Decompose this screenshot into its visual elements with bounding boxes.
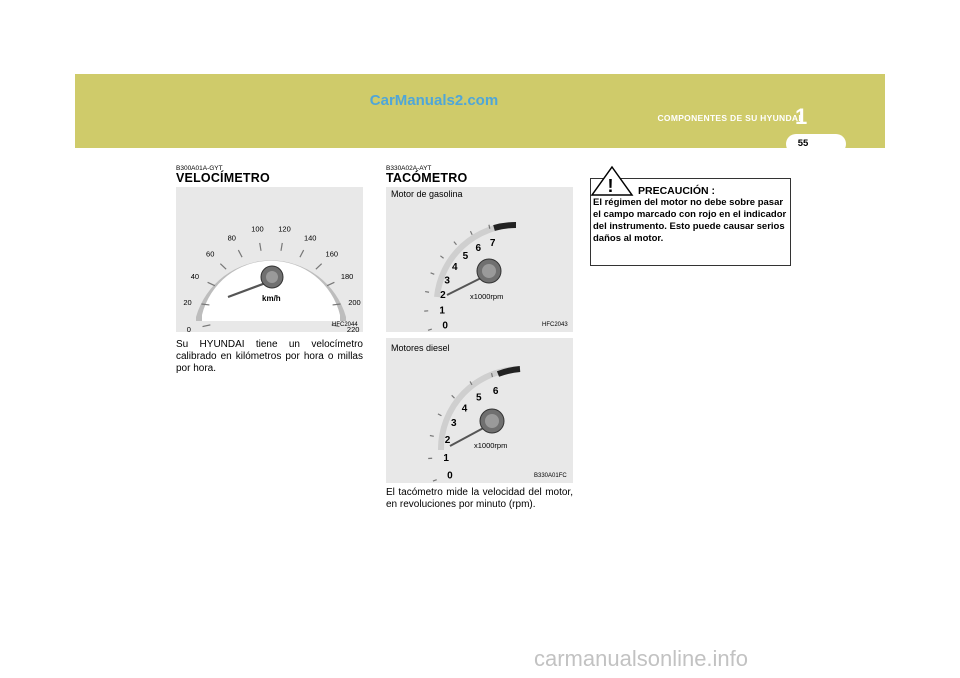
speedometer-code: B300A01A-GYT [176,165,223,172]
gasoline-label: Motor de gasolina [391,189,463,199]
gauge-tick [208,282,215,285]
gauge-tick-label: 2 [444,434,451,446]
svg-text:!: ! [607,176,614,196]
chapter-number: 1 [795,104,808,129]
diesel-unit: x1000rpm [474,441,508,450]
gauge-tick [281,243,282,251]
gauge-tick-label: 6 [492,386,499,398]
gauge-tick [327,282,334,285]
gauge-tick [489,225,490,229]
speedometer-heading: VELOCÍMETRO [176,171,270,185]
gauge-tick [430,435,434,436]
tachometer-description: El tacómetro mide la velocidad del motor, en revoluciones por minuto (rpm). [386,487,573,510]
gauge-tick-label: 120 [278,224,291,234]
gauge-tick-label: 40 [190,272,200,282]
gauge-tick-label: 0 [442,320,448,332]
caution-title: PRECAUCIÓN : [638,185,716,197]
site-link[interactable]: CarManuals2.com [369,92,499,109]
gauge-tick-label: 200 [348,298,361,308]
gauge-tick-label: 7 [489,237,496,249]
gauge-tick [203,325,211,327]
gauge-tick [438,414,442,416]
gauge-tick-label: 1 [439,305,445,317]
gauge-tick-label: 5 [476,392,482,404]
diesel-tachometer-figure [386,338,573,483]
gauge-tick [470,231,472,235]
gauge-tick [428,329,432,330]
gauge-tick-label: 3 [444,275,450,287]
gauge-tick-label: 2 [440,290,446,302]
gasoline-figure-code: HFC2043 [542,322,568,328]
gasoline-tachometer-gauge [386,187,573,332]
gauge-tick-label: 80 [227,233,236,243]
speedometer-figure [176,187,363,332]
page-number: 55 [797,138,809,149]
speedometer-description: Su HYUNDAI tiene un velocímetro calibrado en kilómetros por hora o millas por hora. [176,339,363,374]
caution-text: El régimen del motor no debe sobre pasar el campo marcado con rojo en el indicador del instrumento. Esto puede causar serios daños al motor. [593,197,787,244]
tachometer-code: B330A02A-AYT [386,165,432,172]
gauge-tick [454,242,457,245]
gauge-tick [431,273,435,275]
gauge-tick-label: 180 [340,272,354,282]
gauge-tick-label: 1 [443,452,449,464]
gauge-tick-label: 60 [206,249,215,259]
gauge-tick [433,480,437,481]
gauge-tick [238,250,242,257]
gauge-tick-label: 6 [475,242,482,254]
diesel-tachometer-gauge [386,338,573,483]
gauge-tick [316,264,322,270]
tachometer-heading: TACÓMETRO [386,171,468,185]
diesel-figure-code: B330A01FC [534,473,567,479]
gauge-tick-label: 4 [461,403,468,415]
watermark-text[interactable]: carmanualsonline.info [534,646,749,671]
gauge-tick [220,264,226,270]
gauge-tick [425,292,429,293]
gauge-tick [260,243,261,251]
gauge-tick-label: 20 [183,298,192,308]
gauge-tick-label: 0 [447,470,453,482]
gasoline-unit: x1000rpm [470,292,504,301]
gauge-tick-label: 100 [251,224,264,234]
gauge-tick-label: 160 [325,249,339,259]
gauge-tick-label: 220 [346,325,360,332]
speedometer-unit: km/h [262,294,281,303]
diesel-label: Motores diesel [391,343,450,353]
header-band [75,74,885,148]
gauge-tick-label: 0 [186,325,191,332]
warning-triangle-icon [590,165,634,197]
gauge-tick [440,256,443,258]
gasoline-tachometer-figure [386,187,573,332]
gauge-tick-label: 5 [462,251,469,263]
speedometer-figure-code: HFC2044 [332,322,358,328]
gauge-tick [452,395,455,398]
gauge-tick-label: 140 [303,233,317,243]
section-title: COMPONENTES DE SU HYUNDAI [657,113,801,123]
speedometer-gauge [176,187,363,332]
gauge-tick [300,250,304,257]
gauge-tick-label: 4 [452,262,458,274]
gauge-tick-label: 3 [450,417,457,429]
